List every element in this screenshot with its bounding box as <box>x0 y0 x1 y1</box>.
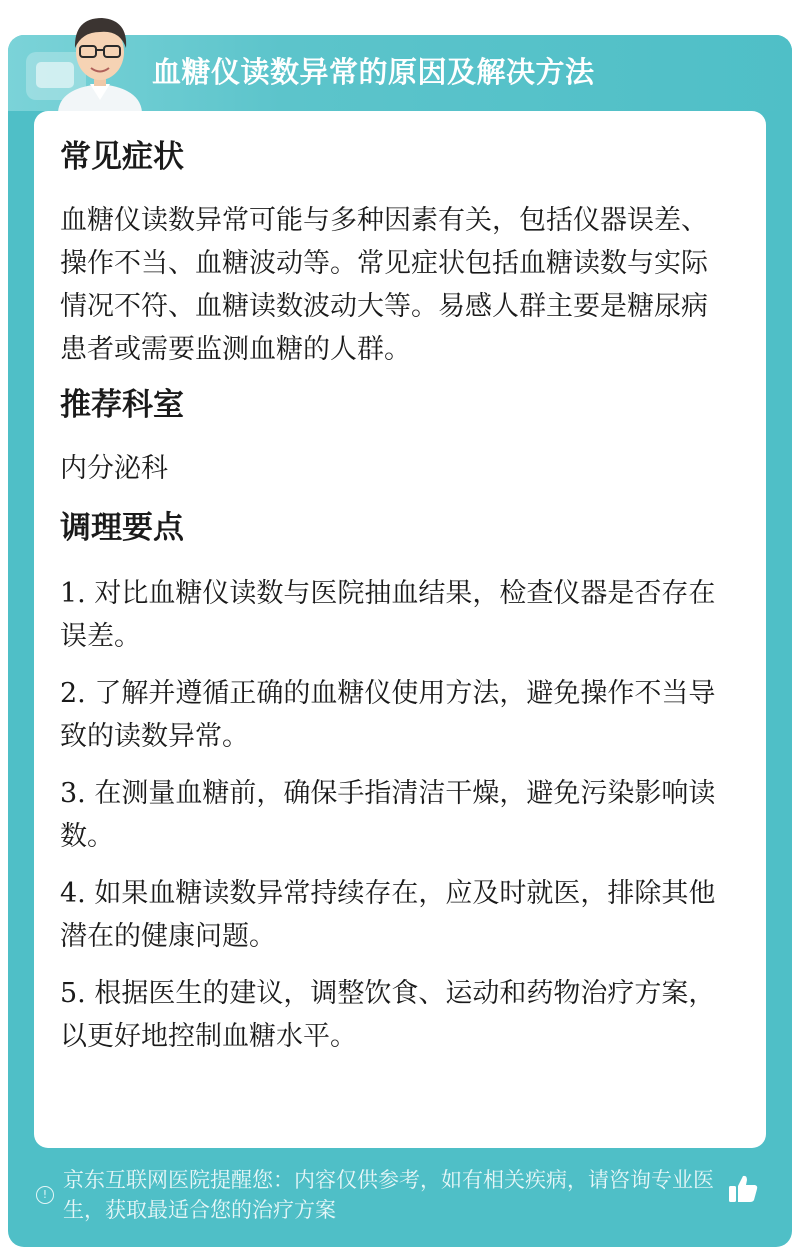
list-item-number: 4. <box>60 878 86 909</box>
list-item <box>60 672 730 758</box>
list-item-number: 2. <box>60 678 86 709</box>
list-item-text: 根据医生的建议，调整饮食、运动和药物治疗方案，以更好地控制血糖水平。 <box>60 978 716 1052</box>
disclaimer-text: 京东互联网医院提醒您：内容仅供参考，如有相关疾病，请咨询专业医生，获取最适合您的治疗方案 <box>63 1168 714 1222</box>
thumbs-up-icon[interactable] <box>726 1172 760 1206</box>
list-item <box>60 972 730 1058</box>
section-title-symptoms: 常见症状 <box>60 139 184 175</box>
list-item-text: 对比血糖仪读数与医院抽血结果，检查仪器是否存在误差。 <box>60 578 716 652</box>
list-item-text: 如果血糖读数异常持续存在，应及时就医，排除其他潜在的健康问题。 <box>60 878 716 952</box>
list-item-number: 5. <box>60 978 86 1009</box>
section-title-care: 调理要点 <box>60 510 184 546</box>
disclaimer-footer <box>36 1162 776 1232</box>
section-title-department: 推荐科室 <box>60 387 184 423</box>
info-circle-icon: ! <box>36 1186 54 1204</box>
list-item <box>60 872 730 958</box>
list-item <box>60 572 730 658</box>
doctor-avatar <box>50 8 150 112</box>
care-list <box>60 572 730 1058</box>
list-item <box>60 772 730 858</box>
page-title: 血糖仪读数异常的原因及解决方法 <box>152 55 595 89</box>
symptoms-text: 血糖仪读数异常可能与多种因素有关，包括仪器误差、操作不当、血糖波动等。常见症状包括血糖读数与实际情况不符、血糖读数波动大等。易感人群主要是糖尿病患者或需要监测血糖的人群。 <box>60 205 708 365</box>
department-text: 内分泌科 <box>60 453 168 484</box>
list-item-number: 3. <box>60 778 86 809</box>
list-item-number: 1. <box>60 578 86 609</box>
list-item-text: 在测量血糖前，确保手指清洁干燥，避免污染影响读数。 <box>60 778 716 852</box>
content-card <box>34 111 766 1148</box>
list-item-text: 了解并遵循正确的血糖仪使用方法，避免操作不当导致的读数异常。 <box>60 678 716 752</box>
